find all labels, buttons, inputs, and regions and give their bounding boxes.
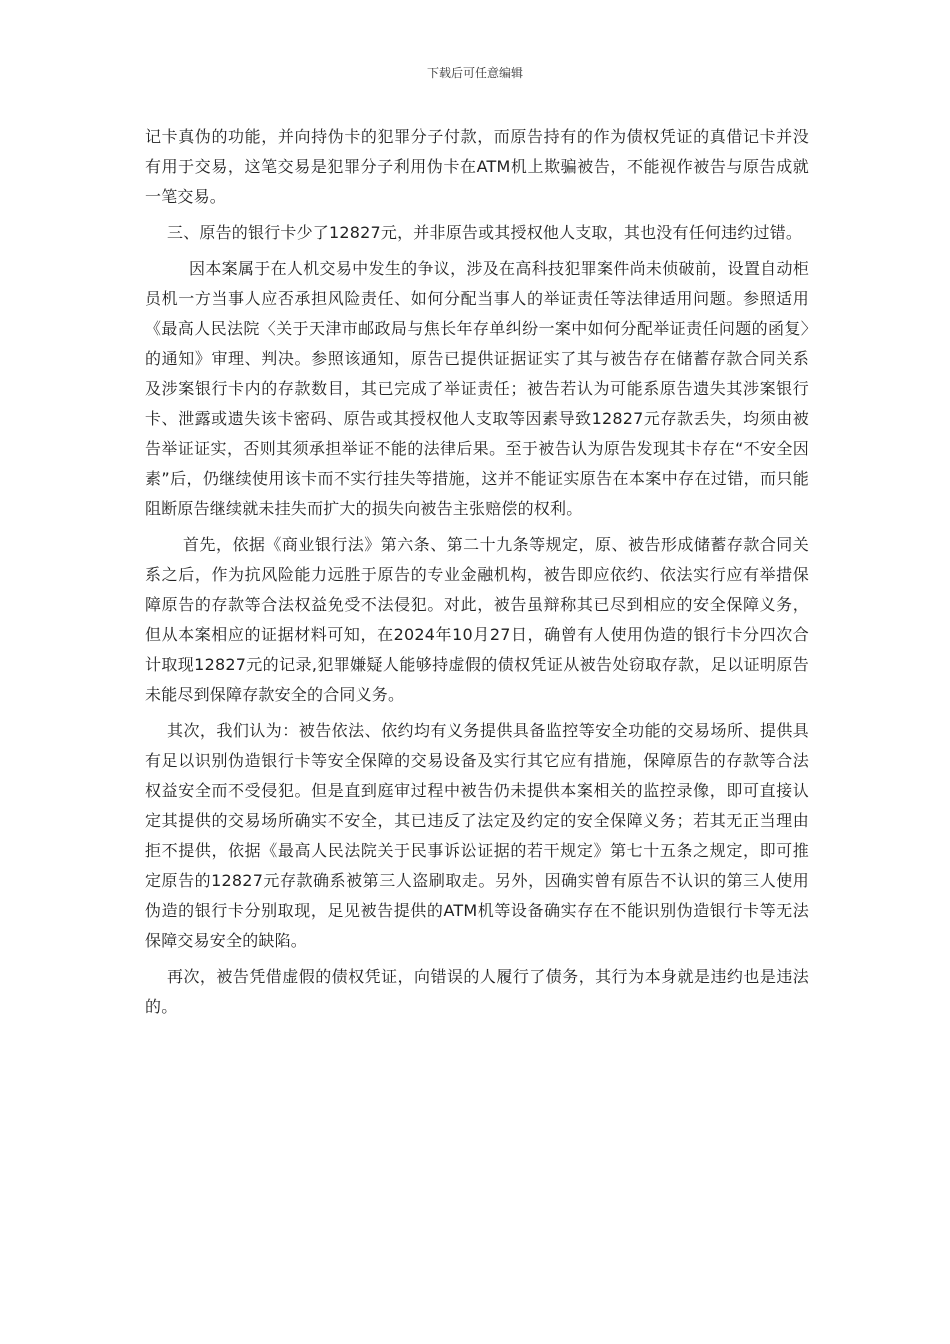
page-header: 下载后可任意编辑	[426, 66, 523, 80]
paragraph-3: 因本案属于在人机交易中发生的争议，涉及在高科技犯罪案件尚未侦破前，设置自动柜员机一方当事人应否承担风险责任、如何分配当事人的举证责任等法律适用问题。参照适用《最高人民法院〈关于天津市邮政局与焦长年存单纠纷一案中如何分配举证责任问题的函复〉的通知》审理、判决。参照该通知，原告已提供证据证实了其与被告存在储蓄存款合同关系及涉案银行卡内的存款数目，其已完成了举证责任；被告若认为可能系原告遗失其涉案银行卡、泄露或遗失该卡密码、原告或其授权他人支取等因素导致12827元存款丢失，均须由被告举证证实，否则其须承担举证不能的法律后果。至于被告认为原告发现其卡存在“不安全因素”后，仍继续使用该卡而不实行挂失等措施，这并不能证实原告在本案中存在过错，而只能阻断原告继续就未挂失而扩大的损失向被告主张赔偿的权利。	[145, 259, 809, 518]
paragraph-5: 其次，我们认为：被告依法、依约均有义务提供具备监控等安全功能的交易场所、提供具有足以识别伪造银行卡等安全保障的交易设备及实行其它应有措施，保障原告的存款等合法权益安全而不受侵犯。但是直到庭审过程中被告仍未提供本案相关的监控录像，即可直接认定其提供的交易场所确实不安全，其已违反了法定及约定的安全保障义务；若其无正当理由拒不提供，依据《最高人民法院关于民事诉讼证据的若干规定》第七十五条之规定，即可推定原告的12827元存款确系被第三人盗刷取走。另外，因确实曾有原告不认识的第三人使用伪造的银行卡分别取现，足见被告提供的ATM机等设备确实存在不能识别伪造银行卡等无法保障交易安全的缺陷。	[145, 721, 809, 950]
paragraph-1: 记卡真伪的功能，并向持伪卡的犯罪分子付款，而原告持有的作为债权凭证的真借记卡并没有用于交易，这笔交易是犯罪分子利用伪卡在ATM机上欺骗被告，不能视作被告与原告成就一笔交易。	[145, 127, 809, 206]
paragraph-2: 三、原告的银行卡少了12827元，并非原告或其授权他人支取，其也没有任何违约过错。	[167, 223, 803, 242]
document-body	[145, 122, 809, 1028]
paragraph-6: 再次，被告凭借虚假的债权凭证，向错误的人履行了债务，其行为本身就是违约也是违法的。	[145, 967, 809, 1016]
paragraph-4: 首先，依据《商业银行法》第六条、第二十九条等规定，原、被告形成储蓄存款合同关系之后，作为抗风险能力远胜于原告的专业金融机构，被告即应依约、依法实行应有举措保障原告的存款等合法权益免受不法侵犯。对此，被告虽辩称其已尽到相应的安全保障义务，但从本案相应的证据材料可知，在2024年10月27日，确曾有人使用伪造的银行卡分四次合计取现12827元的记录,犯罪嫌疑人能够持虚假的债权凭证从被告处窃取存款，足以证明原告未能尽到保障存款安全的合同义务。	[145, 535, 809, 704]
